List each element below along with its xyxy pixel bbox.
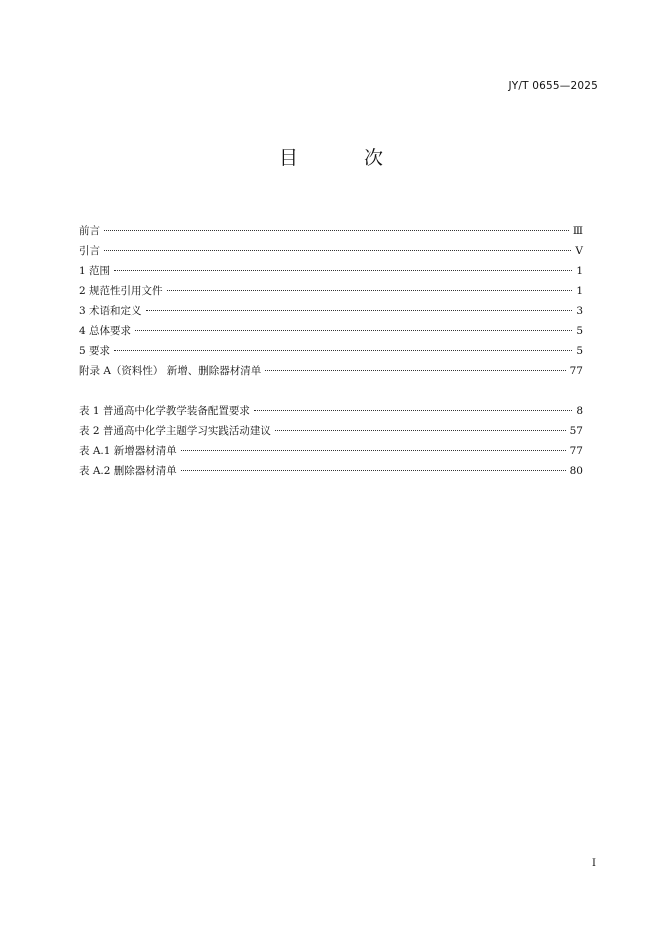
toc-table-entry[interactable] <box>79 441 583 461</box>
toc-table-entry[interactable] <box>79 401 583 421</box>
dot-leader <box>135 330 572 331</box>
toc-entry-label: 表 A.1 新增器材清单 <box>79 445 177 457</box>
dot-leader <box>181 450 566 451</box>
dot-leader <box>104 230 569 231</box>
page-folio: I <box>592 858 596 869</box>
page-title: 目 次 <box>278 147 414 169</box>
toc-main-list <box>79 221 583 381</box>
toc-entry-page: 1 <box>576 265 583 277</box>
dot-leader <box>254 410 572 411</box>
toc-entry-label: 引言 <box>79 245 100 257</box>
toc-entry-page: Ⅲ <box>572 225 583 237</box>
dot-leader <box>275 430 566 431</box>
toc-entry[interactable] <box>79 301 583 321</box>
toc-entry-page: 80 <box>569 465 583 477</box>
toc-table-entry[interactable] <box>79 421 583 441</box>
toc-tables-list <box>79 401 583 481</box>
toc-entry-page: 8 <box>576 405 583 417</box>
toc-entry[interactable] <box>79 321 583 341</box>
toc-entry[interactable] <box>79 361 583 381</box>
toc-entry-label: 表 1 普通高中化学教学装备配置要求 <box>79 405 250 417</box>
toc-entry[interactable] <box>79 281 583 301</box>
toc-entry-label: 表 A.2 删除器材清单 <box>79 465 177 477</box>
dot-leader <box>167 290 573 291</box>
dot-leader <box>146 310 573 311</box>
toc-entry-page: Ⅴ <box>575 245 583 257</box>
toc-entry-label: 1 范围 <box>79 265 111 277</box>
standard-code: JY/T 0655—2025 <box>508 80 598 92</box>
toc-entry[interactable] <box>79 221 583 241</box>
toc-entry-label: 附录 A（资料性） 新增、删除器材清单 <box>79 365 262 377</box>
dot-leader <box>104 250 571 251</box>
toc-entry-page: 5 <box>576 325 583 337</box>
dot-leader <box>181 470 566 471</box>
toc-entry-label: 3 术语和定义 <box>79 305 142 317</box>
toc-entry[interactable] <box>79 341 583 361</box>
toc-entry-page: 5 <box>576 345 583 357</box>
dot-leader <box>114 270 572 271</box>
dot-leader <box>114 350 572 351</box>
toc-entry[interactable] <box>79 261 583 281</box>
toc-entry-label: 表 2 普通高中化学主题学习实践活动建议 <box>79 425 271 437</box>
toc-entry-label: 4 总体要求 <box>79 325 132 337</box>
toc-entry-page: 77 <box>569 365 583 377</box>
toc-table-entry[interactable] <box>79 461 583 481</box>
toc-entry-page: 77 <box>569 445 583 457</box>
toc-entry[interactable] <box>79 241 583 261</box>
toc-entry-page: 1 <box>576 285 583 297</box>
toc-entry-page: 57 <box>569 425 583 437</box>
toc-entry-label: 2 规范性引用文件 <box>79 285 163 297</box>
toc-entry-label: 5 要求 <box>79 345 111 357</box>
toc-entry-page: 3 <box>576 305 583 317</box>
toc-entry-label: 前言 <box>79 225 100 237</box>
dot-leader <box>265 370 565 371</box>
